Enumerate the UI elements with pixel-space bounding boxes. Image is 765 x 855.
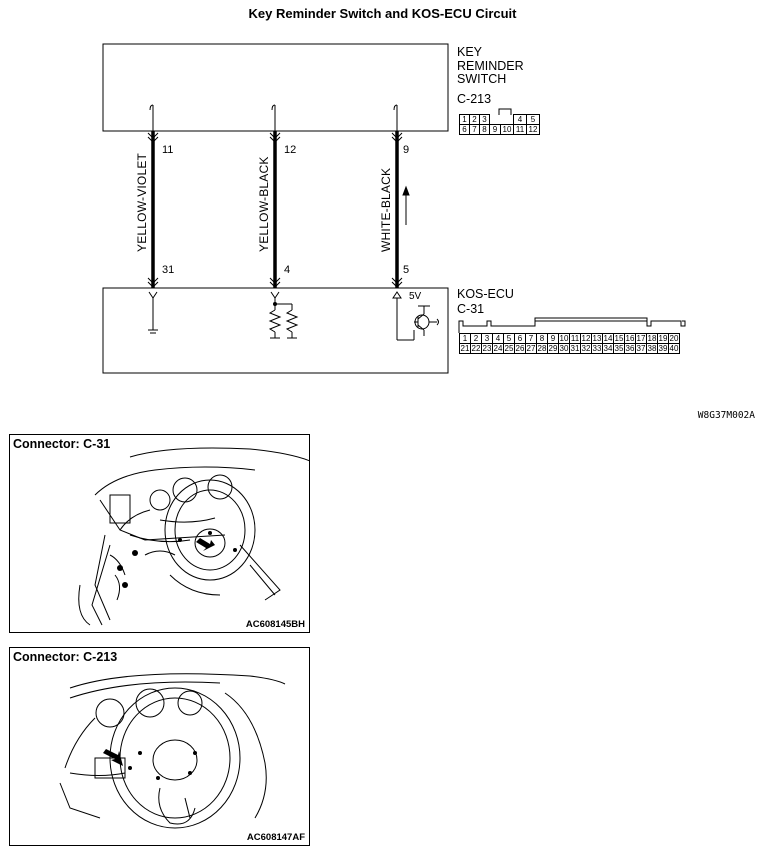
pin-number: 12 (284, 144, 297, 156)
c31-pin: 13 (592, 334, 602, 343)
pin-number: 4 (284, 264, 291, 276)
pin-number: 5 (403, 264, 410, 276)
panel-figure-code: AC608145BH (245, 619, 305, 630)
c31-pin: 34 (603, 344, 613, 353)
pin-number: 31 (162, 264, 175, 276)
c31-connector-outline (459, 318, 685, 333)
steering-wheel-illustration (10, 648, 309, 845)
c31-pin: 26 (515, 344, 525, 353)
c31-pin: 35 (614, 344, 624, 353)
c213-pin: 4 (514, 115, 527, 125)
wire-color-label: YELLOW-BLACK (257, 156, 271, 252)
c31-pin: 17 (636, 334, 646, 343)
c31-pin: 8 (537, 334, 548, 344)
c31-pin: 28 (537, 344, 547, 353)
c213-pin: 2 (470, 115, 480, 125)
c31-pin: 7 (526, 334, 537, 344)
c31-pin: 22 (471, 344, 481, 353)
ecu-ground-circuit (148, 292, 158, 333)
c213-pin: 3 (480, 115, 490, 125)
key-switch-label-2: REMINDER (457, 59, 524, 73)
c31-pin: 15 (614, 334, 624, 343)
key-switch-label-1: KEY (457, 45, 483, 59)
location-arrow (196, 538, 215, 551)
c213-pin: 11 (514, 125, 527, 135)
c31-pin: 38 (647, 344, 657, 353)
c31-pin: 31 (570, 344, 580, 353)
diagram-code: W8G37M002A (697, 410, 755, 421)
c31-pin: 18 (647, 334, 657, 343)
wire-color-label: WHITE-BLACK (379, 167, 393, 252)
c31-pin: 39 (658, 344, 668, 353)
c31-pin: 32 (581, 344, 591, 353)
c31-pin: 3 (482, 334, 493, 344)
connector-c31-panel (9, 434, 310, 633)
c31-pin: 40 (669, 344, 679, 353)
connector-c213-panel (9, 647, 310, 846)
c31-pin: 27 (526, 344, 536, 353)
c31-pin: 16 (625, 334, 635, 343)
c31-pin: 5 (504, 334, 515, 344)
c31-pin: 14 (603, 334, 613, 343)
wire-color-label: YELLOW-VIOLET (135, 152, 149, 252)
current-arrow (403, 187, 409, 225)
c31-pin: 29 (548, 344, 558, 353)
panel-figure-code: AC608147AF (246, 832, 305, 843)
wires (153, 131, 397, 288)
panel-title: Connector: C-31 (13, 437, 111, 451)
c31-pin: 23 (482, 344, 492, 353)
c31-pin: 10 (559, 334, 569, 343)
c31-pin: 4 (493, 334, 504, 344)
c31-pin: 37 (636, 344, 646, 353)
ecu-resistor-circuit (270, 292, 297, 338)
dashboard-illustration (10, 435, 309, 632)
c31-pin: 36 (625, 344, 635, 353)
key-switch-connector-id: C-213 (457, 92, 492, 106)
voltage-label: 5V (409, 291, 422, 302)
switch-terminals (150, 105, 397, 131)
panel-title: Connector: C-213 (13, 650, 118, 664)
kos-ecu-connector-id: C-31 (457, 302, 485, 316)
c31-pin: 25 (504, 344, 514, 353)
c31-pin: 21 (460, 344, 470, 353)
c31-pin: 2 (471, 334, 482, 344)
c31-pin-grid (459, 333, 680, 354)
c31-pin: 9 (548, 334, 559, 344)
c213-pin: 7 (470, 125, 480, 135)
c31-pin: 11 (570, 334, 580, 343)
c213-pin: 5 (527, 115, 540, 125)
pin-number: 11 (162, 144, 174, 156)
c213-pin: 10 (501, 125, 514, 135)
c213-pin: 12 (527, 125, 540, 135)
c31-pin: 33 (592, 344, 602, 353)
c31-pin: 24 (493, 344, 503, 353)
c31-pin: 1 (460, 334, 471, 344)
diagram-title: Key Reminder Switch and KOS-ECU Circuit (248, 6, 517, 21)
c31-pin: 6 (515, 334, 526, 344)
pin-number: 9 (403, 144, 410, 156)
c213-pin-grid (459, 114, 540, 135)
c31-pin: 19 (658, 334, 668, 343)
kos-ecu-label: KOS-ECU (457, 287, 514, 301)
c31-pin: 30 (559, 344, 569, 353)
c213-pin: 8 (480, 125, 490, 135)
key-switch-label-3: SWITCH (457, 72, 507, 86)
c213-pin: 9 (490, 125, 501, 135)
c31-pin: 20 (669, 334, 679, 343)
c213-key (490, 115, 514, 125)
c31-pin: 12 (581, 334, 591, 343)
c213-pin: 1 (460, 115, 470, 125)
c213-pin: 6 (460, 125, 470, 135)
